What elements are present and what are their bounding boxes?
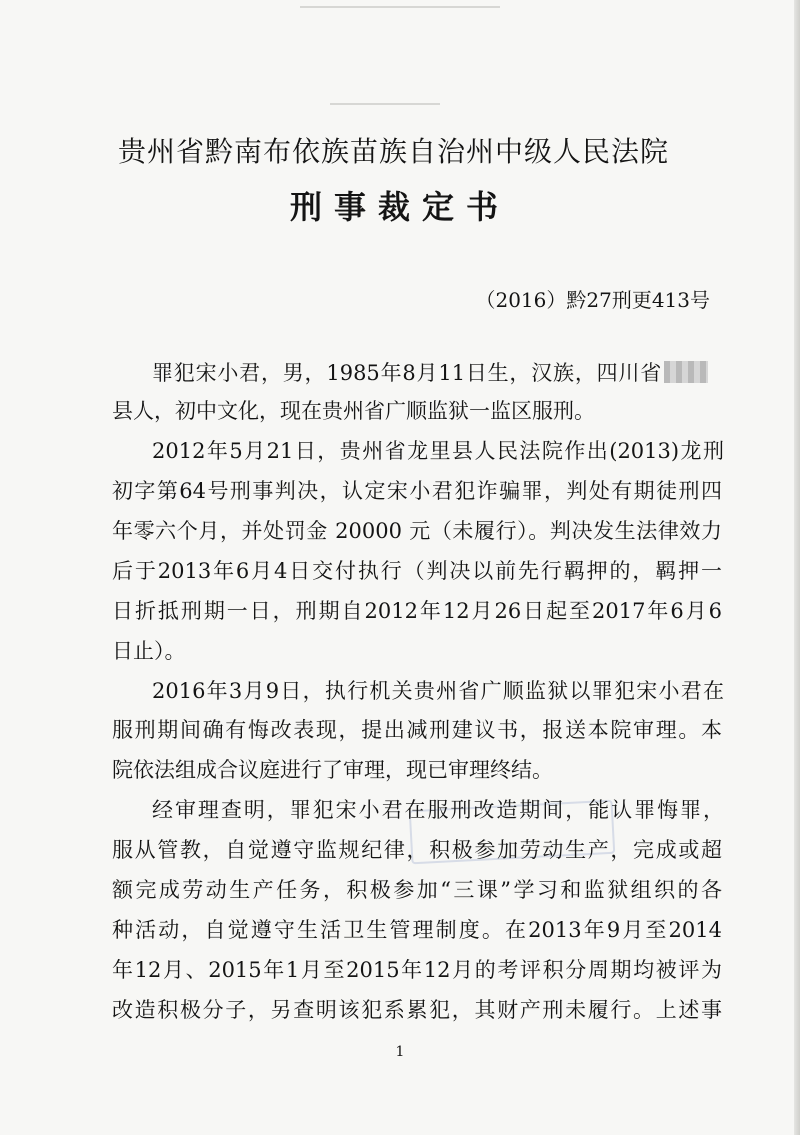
paragraph-line: 服从管教，自觉遵守监规纪律，积极参加劳动生产，完成或超 bbox=[112, 838, 722, 862]
paragraph-line: 额完成劳动生产任务，积极参加“三课”学习和监狱组织的各 bbox=[112, 878, 722, 902]
scan-page-edge bbox=[794, 0, 800, 1135]
paragraph-line: 2016年3月9日，执行机关贵州省广顺监狱以罪犯宋小君在 bbox=[152, 679, 724, 703]
paragraph-line: 年12月、2015年1月至2015年12月的考评积分周期均被评为 bbox=[112, 958, 722, 982]
document-title: 刑事裁定书 bbox=[289, 188, 510, 226]
court-name: 贵州省黔南布依族苗族自治州中级人民法院 bbox=[118, 135, 670, 168]
paragraph-line: 日折抵刑期一日，刑期自2012年12月26日起至2017年6月6 bbox=[112, 599, 722, 623]
paragraph-line: 改造积极分子，另查明该犯系累犯，其财产刑未履行。上述事 bbox=[112, 998, 722, 1022]
paragraph-line: 后于2013年6月4日交付执行（判决以前先行羁押的，羁押一 bbox=[112, 559, 722, 583]
paragraph-line: 服刑期间确有悔改表现，提出减刑建议书，报送本院审理。本 bbox=[112, 718, 722, 742]
redacted-text bbox=[664, 361, 708, 383]
case-number: （2016）黔27刑更413号 bbox=[475, 288, 710, 312]
paragraph-line: 2012年5月21日，贵州省龙里县人民法院作出(2013)龙刑 bbox=[152, 439, 724, 463]
paragraph-line: 县人，初中文化，现在贵州省广顺监狱一监区服刑。 bbox=[112, 399, 595, 423]
paragraph-line: 年零六个月，并处罚金 20000 元（未履行）。判决发生法律效力 bbox=[112, 519, 722, 543]
paragraph-line: 种活动，自觉遵守生活卫生管理制度。在2013年9月至2014 bbox=[112, 918, 722, 942]
paragraph-line: 院依法组成合议庭进行了审理，现已审理终结。 bbox=[112, 758, 553, 782]
page-number: 1 bbox=[395, 1044, 405, 1060]
scan-artifact bbox=[300, 6, 500, 8]
paragraph-line: 初字第64号刑事判决，认定宋小君犯诈骗罪，判处有期徒刑四 bbox=[112, 479, 722, 503]
paragraph-line: 日止）。 bbox=[112, 639, 186, 663]
scan-artifact bbox=[330, 103, 440, 105]
paragraph-line: 经审理查明，罪犯宋小君在服刑改造期间，能认罪悔罪， bbox=[152, 798, 724, 822]
paragraph-line: 罪犯宋小君，男，1985年8月11日生，汉族，四川省 bbox=[152, 361, 708, 384]
